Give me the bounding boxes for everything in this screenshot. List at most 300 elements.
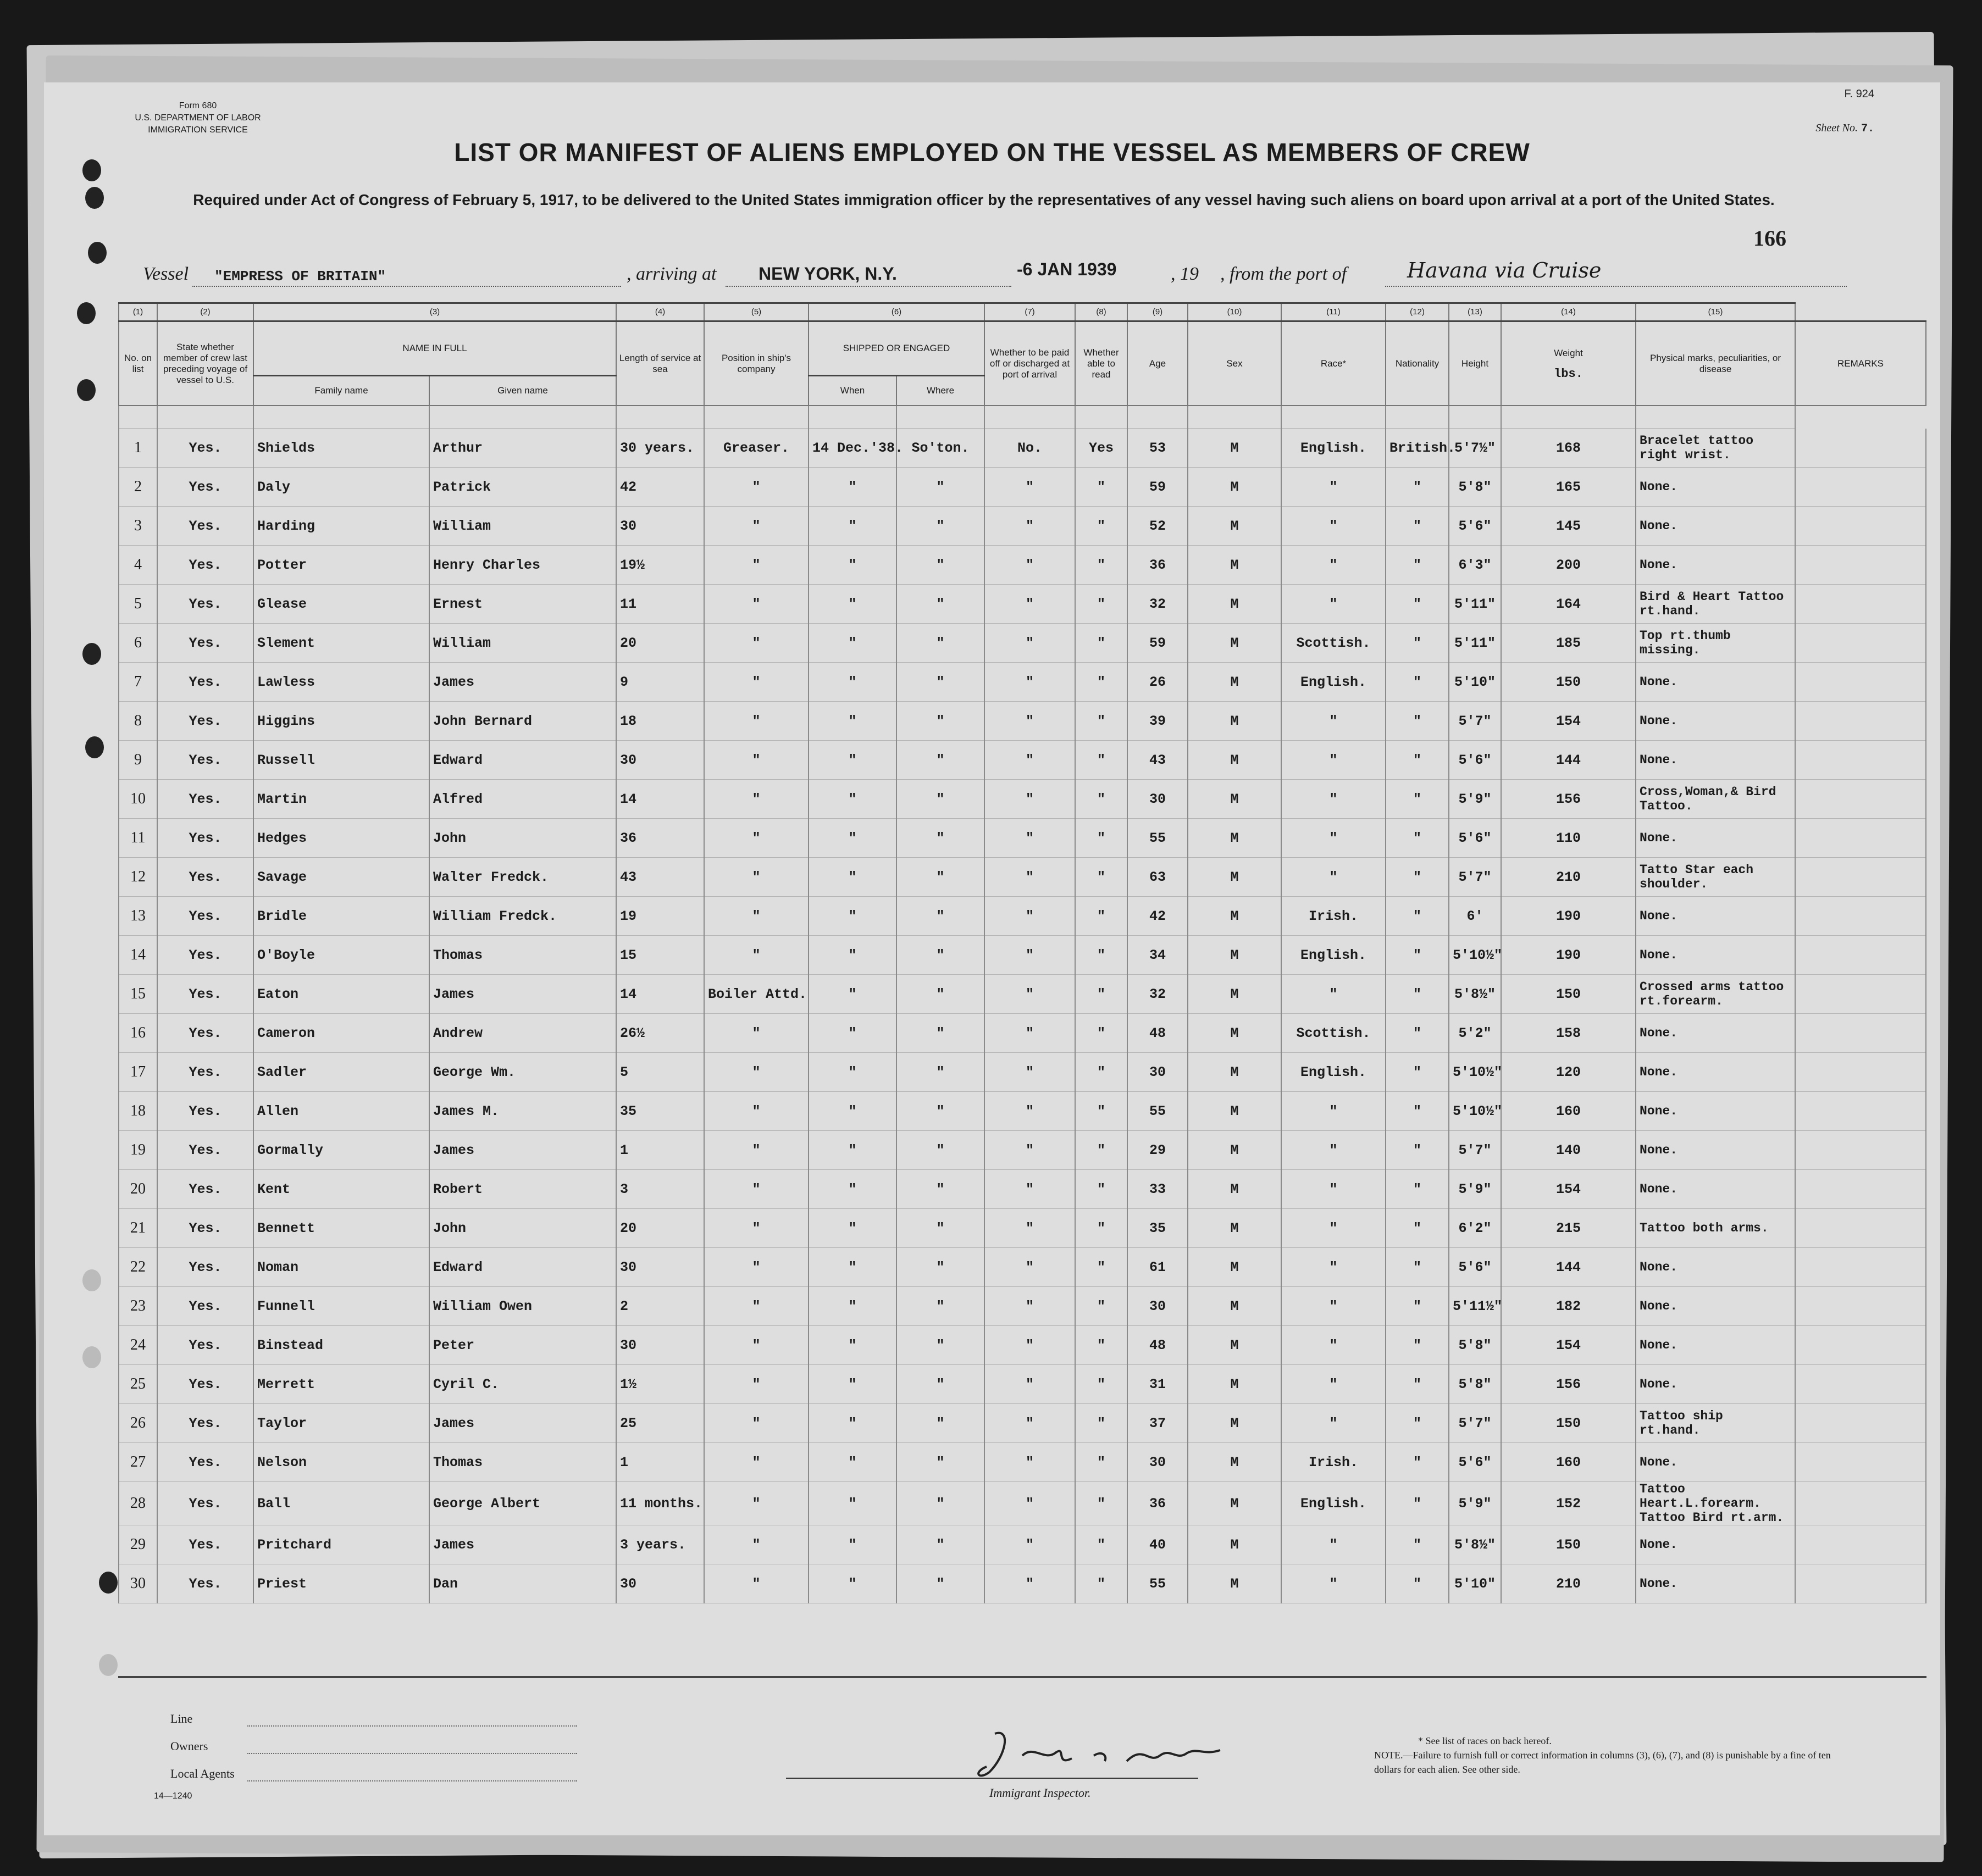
age-cell: 30 [1127,1053,1188,1092]
table-row [119,429,1926,468]
row-number: 15 [119,975,157,1014]
weight-cell: 164 [1501,585,1636,624]
service-length-cell: 1 [616,1443,704,1482]
family-name-cell: Nelson [253,1443,429,1482]
position-cell: " [704,585,809,624]
age-cell: 43 [1127,741,1188,780]
row-number: 22 [119,1248,157,1287]
race-cell: Irish. [1281,1443,1386,1482]
physical-marks-cell: None. [1636,1287,1795,1326]
from-port: Havana via Cruise [1407,258,1602,282]
family-name-cell: Noman [253,1248,429,1287]
col-number: (6) [809,303,984,321]
sex-cell: M [1188,1404,1281,1443]
family-name-cell: Ball [253,1482,429,1525]
sex-cell: M [1188,1053,1281,1092]
owners-label: Owners [170,1739,208,1753]
shipped-where-cell: " [896,1404,984,1443]
service-length-cell: 30 [616,1326,704,1365]
service-length-cell: 11 [616,585,704,624]
position-cell: " [704,1092,809,1131]
able-to-read-cell: " [1075,1365,1127,1404]
physical-marks-cell: None. [1636,546,1795,585]
given-name-cell: Thomas [429,1443,616,1482]
service-length-cell: 3 [616,1170,704,1209]
given-name-cell: Edward [429,1248,616,1287]
position-cell: " [704,624,809,663]
table-row [119,975,1926,1014]
able-to-read-cell: " [1075,858,1127,897]
shipped-when-cell: " [809,468,896,507]
remarks-cell [1795,1365,1926,1404]
sex-cell: M [1188,1209,1281,1248]
sheet-label: Sheet No. [1815,122,1858,134]
given-name-cell: James [429,1131,616,1170]
race-cell: Irish. [1281,897,1386,936]
weight-cell: 145 [1501,507,1636,546]
department: U.S. DEPARTMENT OF LABOR [135,113,261,123]
race-cell: " [1281,1170,1386,1209]
physical-marks-cell: None. [1636,1564,1795,1603]
prev-voyage-cell: Yes. [157,1443,253,1482]
nationality-cell: " [1386,702,1449,741]
position-cell: " [704,936,809,975]
weight-cell: 182 [1501,1287,1636,1326]
header-where: Where [896,376,984,406]
remarks-cell [1795,936,1926,975]
family-name-cell: Binstead [253,1326,429,1365]
sex-cell: M [1188,546,1281,585]
paid-off-cell: " [984,1248,1075,1287]
position-cell: " [704,1209,809,1248]
punch-hole-icon [88,242,107,264]
given-name-cell: James [429,663,616,702]
form-heading [110,100,286,136]
race-cell: English. [1281,1482,1386,1525]
remarks-cell [1795,1482,1926,1525]
given-name-cell: James [429,975,616,1014]
race-cell: " [1281,741,1386,780]
height-cell: 5'9" [1449,780,1501,819]
service-length-cell: 30 [616,1248,704,1287]
prev-voyage-cell: Yes. [157,1131,253,1170]
height-cell: 5'7" [1449,1404,1501,1443]
height-cell: 5'7" [1449,1131,1501,1170]
row-number: 5 [119,585,157,624]
remarks-cell [1795,1287,1926,1326]
given-name-cell: George Wm. [429,1053,616,1092]
given-name-cell: Thomas [429,936,616,975]
weight-cell: 140 [1501,1131,1636,1170]
given-name-cell: Andrew [429,1014,616,1053]
age-cell: 31 [1127,1365,1188,1404]
family-name-cell: Hedges [253,819,429,858]
service-length-cell: 11 months. [616,1482,704,1525]
header-sex: Sex [1188,321,1281,406]
sex-cell: M [1188,1482,1281,1525]
given-name-cell: James M. [429,1092,616,1131]
nationality-cell: " [1386,663,1449,702]
remarks-cell [1795,1014,1926,1053]
table-row [119,1170,1926,1209]
shipped-when-cell: " [809,1170,896,1209]
able-to-read-cell: " [1075,1525,1127,1564]
position-cell: Greaser. [704,429,809,468]
able-to-read-cell: " [1075,1131,1127,1170]
family-name-cell: Funnell [253,1287,429,1326]
height-cell: 6'2" [1449,1209,1501,1248]
age-cell: 36 [1127,546,1188,585]
table-row [119,1326,1926,1365]
nationality-cell: " [1386,780,1449,819]
shipped-where-cell: " [896,507,984,546]
race-cell: " [1281,507,1386,546]
race-cell: English. [1281,663,1386,702]
sex-cell: M [1188,1170,1281,1209]
weight-cell: 210 [1501,1564,1636,1603]
remarks-cell [1795,1443,1926,1482]
remarks-cell [1795,546,1926,585]
physical-marks-cell: None. [1636,468,1795,507]
paid-off-cell: " [984,507,1075,546]
prev-voyage-cell: Yes. [157,936,253,975]
sex-cell: M [1188,936,1281,975]
able-to-read-cell: " [1075,663,1127,702]
shipped-when-cell: " [809,1326,896,1365]
remarks-cell [1795,429,1926,468]
family-name-cell: Sadler [253,1053,429,1092]
height-cell: 5'7" [1449,702,1501,741]
paid-off-cell: " [984,1287,1075,1326]
shipped-where-cell: " [896,1092,984,1131]
table-row [119,897,1926,936]
punch-hole-icon [82,1269,101,1291]
service-length-cell: 30 years. [616,429,704,468]
paid-off-cell: " [984,819,1075,858]
physical-marks-cell: None. [1636,702,1795,741]
age-cell: 55 [1127,1092,1188,1131]
table-row [119,1209,1926,1248]
col-number: (12) [1386,303,1449,321]
physical-marks-cell: Cross,Woman,& Bird Tattoo. [1636,780,1795,819]
given-name-cell: Peter [429,1326,616,1365]
position-cell: " [704,1287,809,1326]
note-text: —Failure to furnish full or correct information in columns (3), (6), (7), and (8) is punishable by a fine of ten dollars for each alien. See other side. [1374,1750,1831,1775]
prev-voyage-cell: Yes. [157,468,253,507]
weight-cell: 150 [1501,1404,1636,1443]
shipped-where-cell: " [896,1443,984,1482]
age-cell: 39 [1127,702,1188,741]
col-number: (3) [253,303,616,321]
prev-voyage-cell: Yes. [157,975,253,1014]
physical-marks-cell: Top rt.thumb missing. [1636,624,1795,663]
line-label: Line [170,1712,193,1725]
age-cell: 32 [1127,975,1188,1014]
shipped-where-cell: " [896,624,984,663]
remarks-cell [1795,1248,1926,1287]
race-cell: " [1281,1525,1386,1564]
position-cell: " [704,780,809,819]
shipped-where-cell: " [896,936,984,975]
physical-marks-cell: Bracelet tattoo right wrist. [1636,429,1795,468]
family-name-cell: Glease [253,585,429,624]
physical-marks-cell: None. [1636,1248,1795,1287]
nationality-cell: " [1386,585,1449,624]
remarks-cell [1795,1131,1926,1170]
local-agents-label: Local Agents [170,1767,235,1780]
family-name-cell: Kent [253,1170,429,1209]
shipped-when-cell: " [809,858,896,897]
shipped-where-cell: " [896,585,984,624]
prev-voyage-cell: Yes. [157,1209,253,1248]
prev-voyage-cell: Yes. [157,507,253,546]
remarks-cell [1795,1170,1926,1209]
service-length-cell: 1½ [616,1365,704,1404]
position-cell: " [704,1170,809,1209]
weight-cell: 150 [1501,975,1636,1014]
family-name-cell: Bennett [253,1209,429,1248]
physical-marks-cell: None. [1636,1053,1795,1092]
nationality-cell: " [1386,1248,1449,1287]
position-cell: " [704,663,809,702]
position-cell: " [704,702,809,741]
able-to-read-cell: " [1075,780,1127,819]
sex-cell: M [1188,1092,1281,1131]
header-family-name: Family name [253,376,429,406]
shipped-when-cell: " [809,936,896,975]
age-cell: 35 [1127,1209,1188,1248]
paid-off-cell: " [984,741,1075,780]
prev-voyage-cell: Yes. [157,624,253,663]
service-length-cell: 19 [616,897,704,936]
table-row [119,1248,1926,1287]
height-cell: 5'8½" [1449,1525,1501,1564]
row-number: 13 [119,897,157,936]
physical-marks-cell: None. [1636,1014,1795,1053]
from-label: , from the port of [1220,264,1347,284]
able-to-read-cell: " [1075,1443,1127,1482]
prev-voyage-cell: Yes. [157,663,253,702]
service-length-cell: 15 [616,936,704,975]
sex-cell: M [1188,897,1281,936]
given-name-cell: William [429,507,616,546]
age-cell: 36 [1127,1482,1188,1525]
able-to-read-cell: " [1075,624,1127,663]
paid-off-cell: " [984,468,1075,507]
arriving-label: , arriving at [627,264,717,284]
nationality-cell: " [1386,819,1449,858]
able-to-read-cell: " [1075,741,1127,780]
prev-voyage-cell: Yes. [157,546,253,585]
col-number: (10) [1188,303,1281,321]
given-name-cell: William [429,624,616,663]
sex-cell: M [1188,1564,1281,1603]
nationality-cell: " [1386,1365,1449,1404]
able-to-read-cell: " [1075,546,1127,585]
race-cell: " [1281,1209,1386,1248]
given-name-cell: John [429,1209,616,1248]
remarks-cell [1795,1564,1926,1603]
weight-cell: 156 [1501,780,1636,819]
punch-hole-icon [85,187,104,209]
prev-voyage-cell: Yes. [157,1248,253,1287]
nationality-cell: " [1386,1564,1449,1603]
weight-cell: 144 [1501,1248,1636,1287]
shipped-where-cell: " [896,1564,984,1603]
table-row [119,1404,1926,1443]
table-row [119,1092,1926,1131]
age-cell: 48 [1127,1326,1188,1365]
age-cell: 59 [1127,468,1188,507]
position-cell: " [704,1482,809,1525]
paid-off-cell: " [984,1404,1075,1443]
nationality-cell: " [1386,1053,1449,1092]
table-row [119,1014,1926,1053]
shipped-when-cell: " [809,585,896,624]
punch-hole-icon [77,379,96,401]
prev-voyage-cell: Yes. [157,1326,253,1365]
col-number: (7) [984,303,1075,321]
age-cell: 48 [1127,1014,1188,1053]
row-number: 17 [119,1053,157,1092]
service-length-cell: 9 [616,663,704,702]
paid-off-cell: " [984,936,1075,975]
height-cell: 5'2" [1449,1014,1501,1053]
age-cell: 63 [1127,858,1188,897]
age-cell: 32 [1127,585,1188,624]
paid-off-cell: " [984,897,1075,936]
race-cell: " [1281,780,1386,819]
height-cell: 5'6" [1449,507,1501,546]
shipped-where-cell: " [896,741,984,780]
shipped-where-cell: " [896,1365,984,1404]
prev-voyage-cell: Yes. [157,1287,253,1326]
position-cell: " [704,858,809,897]
header-paid-off: Whether to be paid off or discharged at port of arrival [984,321,1075,406]
penalty-note [1374,1748,1847,1777]
table-row [119,1525,1926,1564]
given-name-cell: William Fredck. [429,897,616,936]
given-name-cell: Dan [429,1564,616,1603]
able-to-read-cell: " [1075,468,1127,507]
nationality-cell: " [1386,1404,1449,1443]
age-cell: 30 [1127,1443,1188,1482]
given-name-cell: James [429,1525,616,1564]
position-cell: " [704,468,809,507]
able-to-read-cell: " [1075,702,1127,741]
nationality-cell: " [1386,1326,1449,1365]
weight-cell: 185 [1501,624,1636,663]
row-number: 25 [119,1365,157,1404]
shipped-where-cell: " [896,858,984,897]
nationality-cell: " [1386,507,1449,546]
prev-voyage-cell: Yes. [157,780,253,819]
remarks-cell [1795,741,1926,780]
race-cell: " [1281,468,1386,507]
prev-voyage-cell: Yes. [157,897,253,936]
punch-hole-icon [82,1346,101,1368]
row-number: 26 [119,1404,157,1443]
weight-cell: 160 [1501,1092,1636,1131]
table-row [119,1131,1926,1170]
physical-marks-cell: None. [1636,897,1795,936]
paid-off-cell: " [984,663,1075,702]
header-race: Race* [1281,321,1386,406]
race-cell: Scottish. [1281,1014,1386,1053]
physical-marks-cell: None. [1636,663,1795,702]
punch-hole-icon [82,643,101,665]
row-number: 3 [119,507,157,546]
row-number: 7 [119,663,157,702]
race-cell: " [1281,1404,1386,1443]
column-number-row [119,303,1926,321]
row-number: 21 [119,1209,157,1248]
service-length-cell: 42 [616,468,704,507]
service-length-cell: 20 [616,1209,704,1248]
shipped-where-cell: " [896,1209,984,1248]
able-to-read-cell: " [1075,1248,1127,1287]
service-length-cell: 2 [616,1287,704,1326]
sex-cell: M [1188,1443,1281,1482]
shipped-when-cell: " [809,1209,896,1248]
footer-form-code: 14—1240 [154,1791,192,1801]
given-name-cell: Edward [429,741,616,780]
prev-voyage-cell: Yes. [157,1404,253,1443]
race-cell: " [1281,585,1386,624]
position-cell: " [704,1131,809,1170]
able-to-read-cell: " [1075,1014,1127,1053]
nationality-cell: " [1386,1131,1449,1170]
shipped-when-cell: " [809,741,896,780]
able-to-read-cell: " [1075,819,1127,858]
sex-cell: M [1188,1014,1281,1053]
physical-marks-cell: Crossed arms tattoo rt.forearm. [1636,975,1795,1014]
sex-cell: M [1188,1326,1281,1365]
table-row [119,507,1926,546]
col-number: (11) [1281,303,1386,321]
remarks-cell [1795,663,1926,702]
prev-voyage-cell: Yes. [157,1564,253,1603]
remarks-cell [1795,1053,1926,1092]
row-number: 27 [119,1443,157,1482]
position-cell: " [704,741,809,780]
height-cell: 5'8" [1449,1326,1501,1365]
header-row [119,321,1926,376]
height-cell: 6'3" [1449,546,1501,585]
sex-cell: M [1188,507,1281,546]
weight-cell: 215 [1501,1209,1636,1248]
physical-marks-cell: None. [1636,1365,1795,1404]
given-name-cell: George Albert [429,1482,616,1525]
height-cell: 5'11½" [1449,1287,1501,1326]
position-cell: " [704,1564,809,1603]
position-cell: " [704,1326,809,1365]
prev-voyage-cell: Yes. [157,1014,253,1053]
header-length-of-service: Length of service at sea [616,321,704,406]
shipped-where-cell: " [896,1131,984,1170]
race-cell: " [1281,1326,1386,1365]
age-cell: 33 [1127,1170,1188,1209]
weight-cell: 158 [1501,1014,1636,1053]
race-footnote: * See list of races on back hereof. [1418,1735,1552,1746]
family-name-cell: Priest [253,1564,429,1603]
position-cell: " [704,819,809,858]
col-number: (14) [1501,303,1636,321]
row-number: 6 [119,624,157,663]
shipped-where-cell: " [896,897,984,936]
age-cell: 61 [1127,1248,1188,1287]
family-name-cell: Bridle [253,897,429,936]
